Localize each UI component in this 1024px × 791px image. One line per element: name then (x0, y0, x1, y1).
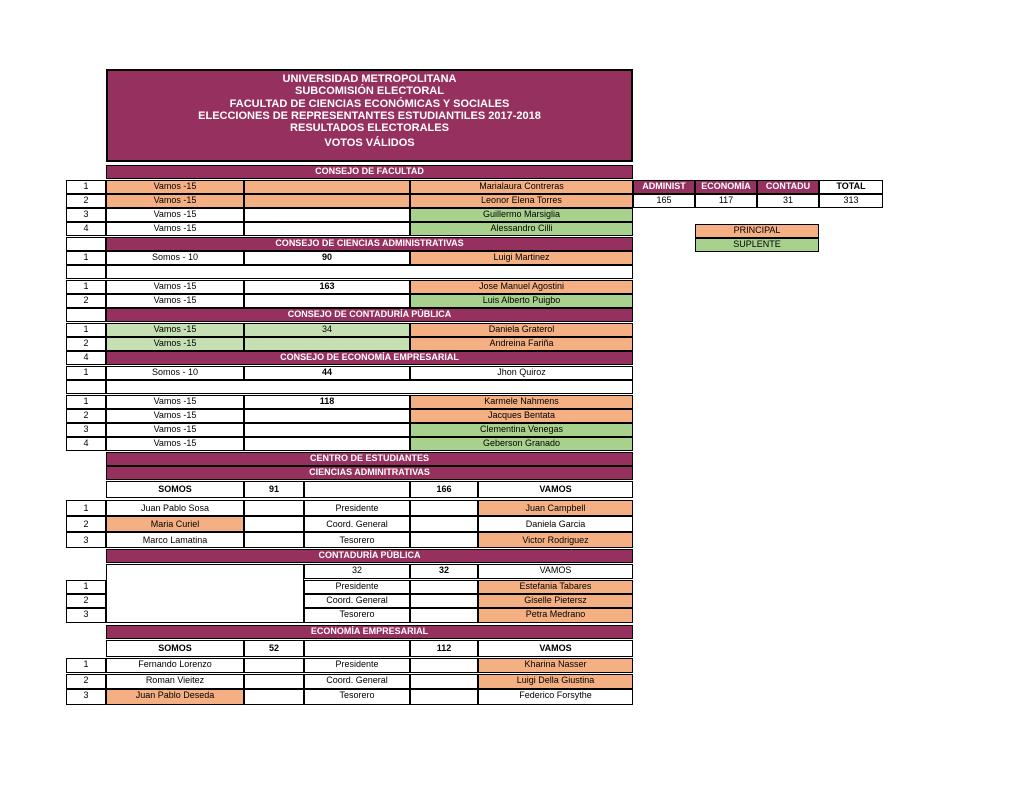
vamos-candidate: Juan Campbell (478, 500, 633, 516)
row-number: 2 (66, 194, 106, 208)
votes-cell: 163 (244, 280, 410, 294)
slate-cell: Somos - 10 (106, 251, 244, 265)
report-header (106, 69, 633, 162)
slate-cell: Vamos -15 (106, 280, 244, 294)
empty-cell (244, 194, 410, 208)
vamos-candidate: Petra Medrano (478, 608, 633, 623)
row-number: 2 (66, 337, 106, 351)
row-number: 3 (66, 532, 106, 548)
candidate-cell: Guillermo Marsiglia (410, 208, 633, 222)
role-cell: Presidente (304, 500, 410, 516)
candidate-cell: Leonor Elena Torres (410, 194, 633, 208)
row-number: 3 (66, 208, 106, 222)
row-number-empty (66, 380, 106, 394)
somos-label: SOMOS (106, 481, 244, 498)
candidate-cell: Daniela Graterol (410, 323, 633, 337)
empty-cell (410, 500, 478, 516)
row-number: 3 (66, 608, 106, 623)
empty-cell (410, 532, 478, 548)
vamos-candidate: Giselle Pietersz (478, 594, 633, 608)
slate-cell: Vamos -15 (106, 437, 244, 451)
candidate-cell: Marialaura Contreras (410, 180, 633, 194)
vamos-votes: 112 (410, 640, 478, 657)
summary-value: 31 (757, 194, 819, 208)
summary-header: ECONOMÍA (695, 180, 757, 194)
slate-cell: Vamos -15 (106, 323, 244, 337)
empty-cell (410, 674, 478, 689)
row-number: 1 (66, 323, 106, 337)
row-number: 2 (66, 594, 106, 608)
somos-candidate: Roman Vieitez (106, 674, 244, 689)
somos-candidate: Marco Lamatina (106, 532, 244, 548)
somos-candidate: Juan Pablo Deseda (106, 689, 244, 705)
header-faculty: FACULTAD DE CIENCIAS ECONÓMICAS Y SOCIALES (229, 97, 510, 110)
empty-cell (244, 516, 304, 532)
role-cell: Tesorero (304, 532, 410, 548)
header-results: RESULTADOS ELECTORALES (290, 122, 449, 135)
vamos-votes: 166 (410, 481, 478, 498)
empty-cell (244, 500, 304, 516)
somos-candidate: Maria Curiel (106, 516, 244, 532)
row-number: 1 (66, 366, 106, 380)
section-title-centro-economia: ECONOMÍA EMPRESARIAL (106, 625, 633, 639)
spacer-row (106, 380, 633, 394)
slate-cell: Somos - 10 (106, 366, 244, 380)
section-title-economia: CONSEJO DE ECONOMÍA EMPRESARIAL (106, 351, 633, 365)
slate-cell: Vamos -15 (106, 208, 244, 222)
empty-cell (410, 608, 478, 623)
vamos-candidate: Luigi Della Giustina (478, 674, 633, 689)
summary-value: 313 (819, 194, 883, 208)
somos-candidate: Juan Pablo Sosa (106, 500, 244, 516)
row-number: 4 (66, 222, 106, 236)
vamos-candidate: Estefania Tabares (478, 580, 633, 594)
slate-cell: Vamos -15 (106, 222, 244, 236)
empty-cell (410, 594, 478, 608)
legend-suplente: SUPLENTE (695, 238, 819, 252)
vamos-candidate: Daniela Garcia (478, 516, 633, 532)
header-university: UNIVERSIDAD METROPOLITANA (282, 73, 457, 85)
candidate-cell: Luigi Martinez (410, 251, 633, 265)
candidate-cell: Andreina Fariña (410, 337, 633, 351)
empty-cell (244, 674, 304, 689)
summary-header: TOTAL (819, 180, 883, 194)
empty-cell (410, 580, 478, 594)
slate-cell: Vamos -15 (106, 194, 244, 208)
row-number: 1 (66, 658, 106, 673)
empty-cell (244, 689, 304, 705)
row-number: 1 (66, 395, 106, 409)
empty-cell (304, 481, 410, 498)
header-elections: ELECCIONES DE REPRESENTANTES ESTUDIANTILES 2017-2018 (198, 109, 541, 122)
vamos-label: VAMOS (478, 481, 633, 498)
candidate-cell: Luis Alberto Puigbo (410, 294, 633, 308)
row-number: 1 (66, 251, 106, 265)
empty-cell (304, 640, 410, 657)
votes-cell: 90 (244, 251, 410, 265)
row-number: 3 (66, 689, 106, 705)
row-number: 1 (66, 580, 106, 594)
row-number-empty (66, 237, 106, 251)
section-title-centro-contaduria: CONTADURÍA PÚBLICA (106, 549, 633, 563)
candidate-cell: Jacques Bentata (410, 409, 633, 423)
section-title-admin: CONSEJO DE CIENCIAS ADMINISTRATIVAS (106, 237, 633, 251)
role-cell: Presidente (304, 658, 410, 673)
votes-cell: 32 (410, 564, 478, 579)
role-cell: Presidente (304, 580, 410, 594)
legend-principal: PRINCIPAL (695, 224, 819, 238)
votes-cell (244, 337, 410, 351)
vamos-label: VAMOS (478, 564, 633, 579)
row-number: 2 (66, 674, 106, 689)
votes-cell (244, 409, 410, 423)
candidate-cell: Alessandro Cilli (410, 222, 633, 236)
row-number-empty (66, 265, 106, 279)
row-number: 4 (66, 437, 106, 451)
votes-cell (244, 294, 410, 308)
vamos-candidate: Federico Forsythe (478, 689, 633, 705)
summary-value: 117 (695, 194, 757, 208)
candidate-cell: Geberson Granado (410, 437, 633, 451)
row-number: 4 (66, 351, 106, 365)
somos-votes: 52 (244, 640, 304, 657)
slate-cell: Vamos -15 (106, 409, 244, 423)
role-cell: Coord. General (304, 674, 410, 689)
somos-votes: 91 (244, 481, 304, 498)
somos-label: SOMOS (106, 640, 244, 657)
role-cell: Tesorero (304, 689, 410, 705)
slate-cell: Vamos -15 (106, 423, 244, 437)
empty-cell (410, 689, 478, 705)
somos-candidate: Fernando Lorenzo (106, 658, 244, 673)
summary-header: CONTADU (757, 180, 819, 194)
header-subcommission: SUBCOMISIÓN ELECTORAL (295, 85, 444, 98)
row-number: 3 (66, 423, 106, 437)
empty-block (106, 564, 304, 623)
row-number: 1 (66, 500, 106, 516)
section-title-centro: CENTRO DE ESTUDIANTES (106, 452, 633, 466)
role-cell: Tesorero (304, 608, 410, 623)
empty-cell (244, 532, 304, 548)
row-number-empty (66, 308, 106, 322)
empty-cell (244, 180, 410, 194)
row-number: 2 (66, 294, 106, 308)
candidate-cell: Jose Manuel Agostini (410, 280, 633, 294)
candidate-cell: Jhon Quiroz (410, 366, 633, 380)
votes-cell: 34 (244, 323, 410, 337)
summary-value: 165 (633, 194, 695, 208)
empty-cell (244, 222, 410, 236)
votes-cell: 44 (244, 366, 410, 380)
votes-cell: 118 (244, 395, 410, 409)
votes-cell: 32 (304, 564, 410, 579)
row-number: 2 (66, 516, 106, 532)
votes-cell (244, 437, 410, 451)
slate-cell: Vamos -15 (106, 337, 244, 351)
empty-cell (410, 658, 478, 673)
slate-cell: Vamos -15 (106, 294, 244, 308)
empty-cell (244, 208, 410, 222)
votes-cell (244, 423, 410, 437)
section-title-centro-admin: CIENCIAS ADMINITRATIVAS (106, 466, 633, 480)
candidate-cell: Clementina Venegas (410, 423, 633, 437)
row-number: 1 (66, 180, 106, 194)
slate-cell: Vamos -15 (106, 180, 244, 194)
summary-header: ADMINIST (633, 180, 695, 194)
role-cell: Coord. General (304, 594, 410, 608)
vamos-label: VAMOS (478, 640, 633, 657)
candidate-cell: Karmele Nahmens (410, 395, 633, 409)
role-cell: Coord. General (304, 516, 410, 532)
vamos-candidate: Victor Rodriguez (478, 532, 633, 548)
vamos-candidate: Kharina Nasser (478, 658, 633, 673)
section-title-contaduria: CONSEJO DE CONTADURÍA PÚBLICA (106, 308, 633, 322)
section-title-facultad: CONSEJO DE FACULTAD (106, 165, 633, 179)
slate-cell: Vamos -15 (106, 395, 244, 409)
row-number: 2 (66, 409, 106, 423)
header-valid-votes: VOTOS VÁLIDOS (324, 137, 415, 150)
row-number: 1 (66, 280, 106, 294)
empty-cell (244, 658, 304, 673)
empty-cell (410, 516, 478, 532)
spacer-row (106, 265, 633, 279)
